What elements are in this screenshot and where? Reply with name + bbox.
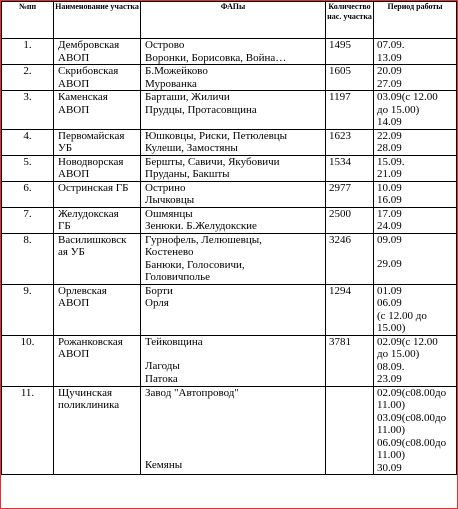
cell-period-line: до 15.00): [377, 348, 420, 360]
cell-name: [54, 335, 141, 386]
table-header-row: [2, 2, 457, 39]
cell-period: [374, 233, 457, 284]
cell-fap-line: Бершты, Савичи, Якубовичи: [145, 155, 280, 168]
cell-fap-line: [145, 348, 324, 360]
cell-name: [54, 65, 141, 91]
cell-name-line: Василишковск: [58, 233, 127, 246]
cell-fap-line: Гурнофель, Лелюшевцы,: [145, 233, 262, 246]
table-row: [2, 155, 457, 181]
cell-name-line: Каменская: [58, 91, 108, 103]
cell-name-line: Остринская ГБ: [58, 181, 129, 194]
cell-period: [374, 65, 457, 91]
cell-num: 1.: [2, 39, 54, 65]
cell-period-line: 11.00): [377, 399, 406, 411]
cell-period-line: [377, 271, 455, 283]
schedule-table: [1, 1, 457, 475]
cell-name-line: Первомайская: [58, 129, 125, 142]
cell-fap: [141, 207, 326, 233]
cell-fap-line: Барташи, Жиличи: [145, 91, 230, 103]
cell-name: [54, 386, 141, 475]
cell-period-line: 03.09(с08.00до: [377, 411, 447, 424]
cell-fap-line: Остринo: [145, 181, 186, 194]
cell-fap: [141, 181, 326, 207]
cell-count: 1605: [326, 65, 374, 91]
cell-fap-line: Борти: [145, 284, 173, 297]
table-row: [2, 386, 457, 475]
cell-fap-line: Банюки, Голосовичи,: [145, 258, 245, 271]
cell-period: [374, 155, 457, 181]
cell-fap-line: Острово: [145, 39, 185, 51]
cell-period-line: 10.09: [377, 181, 402, 194]
cell-name: [54, 284, 141, 335]
cell-period: [374, 39, 457, 65]
cell-name-line: АВОП: [58, 348, 90, 360]
cell-count: 1623: [326, 129, 374, 155]
cell-name-line: АВОП: [58, 51, 90, 64]
cell-fap: [141, 65, 326, 91]
cell-fap-line: Лагоды: [145, 360, 180, 372]
cell-num: 6.: [2, 181, 54, 207]
header-fap: ФАПы: [141, 2, 326, 39]
cell-period-line: 13.09: [377, 51, 402, 64]
cell-num: 3.: [2, 91, 54, 130]
cell-period-line: 02.09(с 12.00: [377, 335, 438, 348]
cell-name-line: ГБ: [58, 220, 71, 232]
cell-name: [54, 129, 141, 155]
cell-period-line: 15.09.: [377, 155, 405, 168]
header-name: Наименование участка: [54, 2, 141, 39]
cell-fap: [141, 91, 326, 130]
cell-count: 2977: [326, 181, 374, 207]
cell-fap: [141, 233, 326, 284]
cell-fap-line: [145, 399, 324, 411]
cell-count: 1197: [326, 91, 374, 130]
header-period: Период работы: [374, 2, 457, 39]
cell-period: [374, 386, 457, 475]
cell-num: 2.: [2, 65, 54, 91]
table-row: [2, 181, 457, 207]
cell-period: [374, 335, 457, 386]
cell-period-line: 11.00): [377, 449, 406, 461]
cell-name-line: Рожанковская: [58, 335, 123, 348]
cell-name-line: АВОП: [58, 168, 90, 180]
cell-fap: [141, 39, 326, 65]
cell-period-line: 16.09: [377, 194, 402, 206]
cell-name: [54, 233, 141, 284]
table-row: [2, 129, 457, 155]
cell-fap-line: [145, 435, 324, 447]
cell-period-line: 02.09(с08.00до: [377, 386, 447, 399]
cell-fap-line: Пруданы, Бакшты: [145, 168, 230, 180]
cell-fap-line: Ошмянцы: [145, 207, 193, 220]
cell-period-line: (с 12.00 до: [377, 309, 427, 322]
table-row: [2, 233, 457, 284]
cell-count: 3246: [326, 233, 374, 284]
cell-period: [374, 129, 457, 155]
cell-name-line: Скрибовская: [58, 65, 119, 77]
cell-count: 1495: [326, 39, 374, 65]
cell-fap: [141, 386, 326, 475]
cell-period-line: 24.09: [377, 220, 402, 232]
cell-name: [54, 91, 141, 130]
cell-name-line: Новодворская: [58, 155, 124, 168]
cell-name: [54, 181, 141, 207]
table-row: [2, 335, 457, 386]
cell-num: 8.: [2, 233, 54, 284]
cell-fap: [141, 335, 326, 386]
cell-period-line: 06.09: [377, 297, 402, 309]
cell-name: [54, 207, 141, 233]
cell-fap-line: [145, 447, 324, 459]
cell-name-line: АВОП: [58, 77, 90, 90]
cell-count: 1534: [326, 155, 374, 181]
cell-count: [326, 386, 374, 475]
cell-period-line: 14.09: [377, 116, 402, 128]
table-row: [2, 39, 457, 65]
cell-fap-line: [145, 423, 324, 435]
table-row: [2, 65, 457, 91]
cell-period: [374, 284, 457, 335]
cell-period-line: 11.00): [377, 424, 406, 436]
cell-name-line: поликлиника: [58, 399, 120, 411]
header-num: №пп: [2, 2, 54, 39]
table-row: [2, 207, 457, 233]
cell-num: 11.: [2, 386, 54, 475]
cell-period: [374, 207, 457, 233]
cell-name-line: Дембровская: [58, 39, 120, 51]
cell-fap-line: [145, 411, 324, 423]
cell-count: 1294: [326, 284, 374, 335]
cell-fap-line: Головичполье: [145, 271, 210, 283]
cell-period-line: 28.09: [377, 142, 402, 154]
cell-name: [54, 155, 141, 181]
cell-fap-line: Патока: [145, 372, 178, 385]
cell-period-line: 06.09(с08.00до: [377, 436, 447, 449]
cell-num: 9.: [2, 284, 54, 335]
cell-period-line: 27.09: [377, 77, 402, 90]
cell-num: 4.: [2, 129, 54, 155]
cell-period-line: 30.09: [377, 461, 402, 474]
cell-name-line: АВОП: [58, 297, 90, 309]
cell-period-line: 23.09: [377, 373, 402, 385]
cell-period-line: 08.09.: [377, 360, 405, 373]
cell-fap: [141, 284, 326, 335]
cell-period-line: 15.00): [377, 322, 406, 334]
cell-name-line: АВОП: [58, 103, 90, 116]
cell-period-line: 07.09.: [377, 39, 405, 51]
cell-period-line: 17.09: [377, 207, 402, 220]
cell-num: 10.: [2, 335, 54, 386]
cell-fap: [141, 129, 326, 155]
cell-name: [54, 39, 141, 65]
cell-num: 7.: [2, 207, 54, 233]
cell-period-line: до 15.00): [377, 103, 420, 116]
cell-fap-line: Кемяны: [145, 459, 183, 471]
cell-fap: [141, 155, 326, 181]
cell-period-line: 09.09: [377, 233, 402, 246]
cell-name-line: ая УБ: [58, 246, 85, 258]
cell-count: 3781: [326, 335, 374, 386]
cell-name-line: УБ: [58, 142, 73, 154]
cell-fap-line: Тейковщина: [145, 335, 203, 348]
cell-fap-line: Завод "Автопровод": [145, 386, 239, 399]
cell-fap-line: Кулеши, Замостяны: [145, 142, 238, 154]
cell-fap-line: Воронки, Борисовка, Война…: [145, 51, 287, 64]
cell-fap-line: Лычковцы: [145, 194, 195, 206]
cell-fap-line: Орля: [145, 297, 169, 309]
cell-period-line: 22.09: [377, 129, 402, 142]
table-body: [2, 39, 457, 475]
cell-name-line: Желудокская: [58, 207, 119, 220]
table-row: [2, 284, 457, 335]
cell-fap-line: Б.Можейково: [145, 65, 208, 77]
header-count: Количество нас. участка: [326, 2, 374, 39]
cell-fap-line: Мурованка: [145, 77, 197, 90]
cell-period-line: 29.09: [377, 258, 402, 270]
cell-period-line: [377, 246, 455, 258]
cell-name-line: Щучинская: [58, 386, 113, 399]
cell-fap-line: Зенюки. Б.Желудокские: [145, 220, 257, 232]
cell-num: 5.: [2, 155, 54, 181]
cell-period-line: 21.09: [377, 168, 402, 180]
cell-fap-line: Костенево: [145, 246, 194, 258]
cell-period: [374, 91, 457, 130]
cell-name-line: Орлевская: [58, 284, 107, 297]
cell-period: [374, 181, 457, 207]
cell-count: 2500: [326, 207, 374, 233]
cell-fap-line: Прудцы, Протасовщина: [145, 103, 257, 116]
cell-period-line: 01.09: [377, 284, 402, 297]
cell-period-line: 20.09: [377, 65, 402, 77]
table-row: [2, 91, 457, 130]
cell-period-line: 03.09(с 12.00: [377, 91, 438, 103]
cell-fap-line: Юшковцы, Риски, Петюлевцы: [145, 129, 288, 142]
